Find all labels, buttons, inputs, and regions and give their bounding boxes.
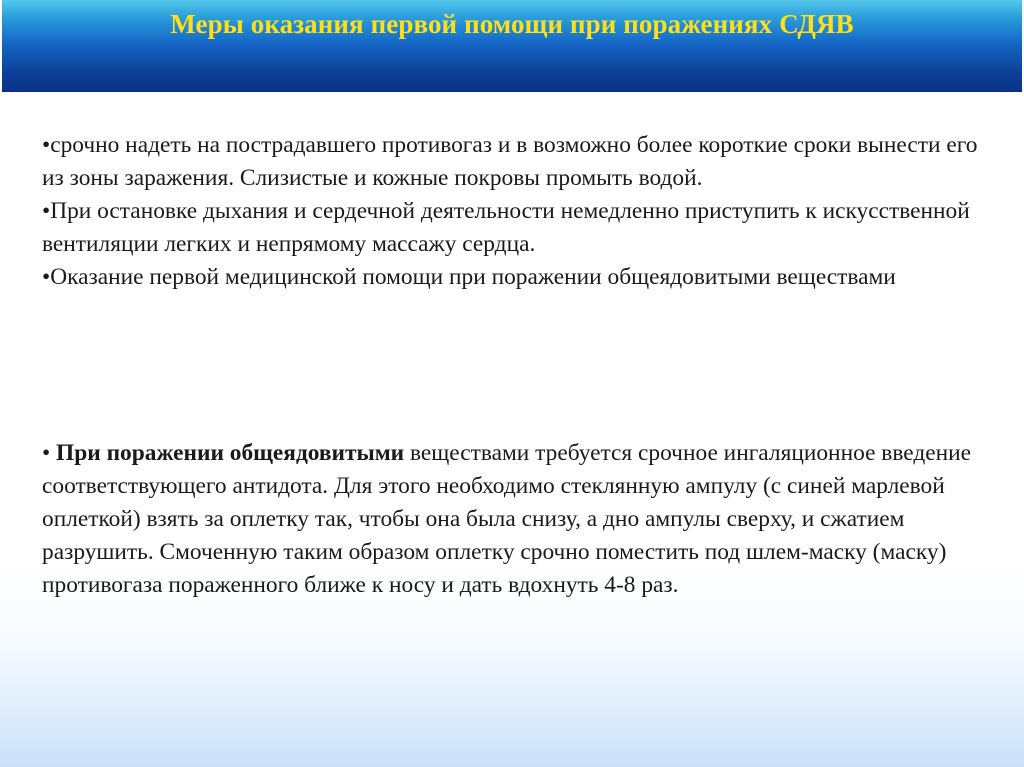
bold-lead: При поражении общеядовитыми (56, 440, 405, 466)
first-aid-list (42, 129, 1002, 294)
bullet: • (42, 440, 57, 466)
list-item: •Оказание первой медицинской помощи при поражении общеядовитыми веществами (42, 264, 896, 290)
paragraph (42, 437, 1002, 602)
list-item: •При остановке дыхания и сердечной деятельности немедленно приступить к искусственной вентиляции легких и непрямому массажу сердца. (42, 198, 970, 257)
list-item: •срочно надеть на пострадавшего противогаз и в возможно более короткие сроки вынести его из зоны заражения. Слизистые и кожные покровы промыть водой. (42, 132, 978, 191)
title-bar (2, 0, 1022, 92)
slide-title: Меры оказания первой помощи при поражениях СДЯВ (170, 8, 854, 39)
antidote-paragraph (42, 437, 1002, 602)
paragraph-text: веществами требуется срочное ингаляционное введение соответствующего антидота. Для этого необходимо стеклянную ампулу (с синей марлевой оплеткой) взять за оплетку так, чтобы она была снизу, а дно ампулы сверху, и сжатием разрушить. Смоченную таким образом оплетку срочно поместить под шлем-маску (маску) противогаза пораженного ближе к носу и дать вдохнуть 4-8 раз. (42, 440, 972, 598)
